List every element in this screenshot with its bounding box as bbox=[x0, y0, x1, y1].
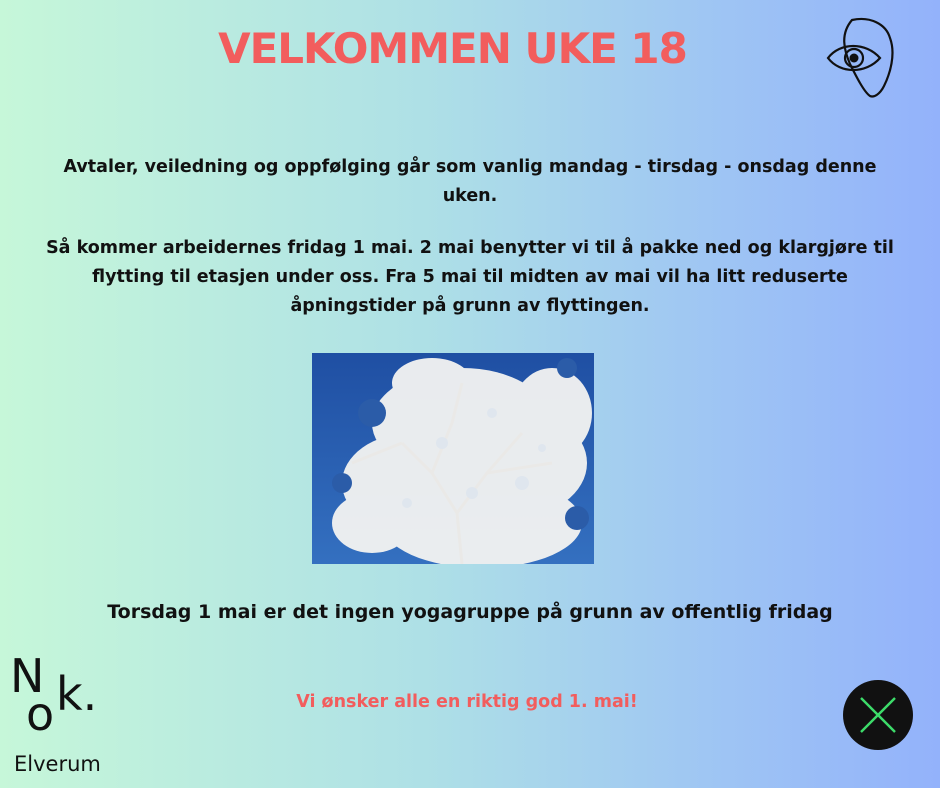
moving-paragraph: Så kommer arbeidernes fridag 1 mai. 2 mai benytter vi til å pakke ned og klargjøre til flytting til etasjen under oss. Fra 5 mai til midten av mai vil ha litt reduserte åpningstider på grunn av flyttingen. bbox=[46, 238, 894, 316]
nok-logo: N o k. bbox=[10, 649, 98, 741]
logo-location: Elverum bbox=[14, 752, 101, 776]
intro-paragraph: Avtaler, veiledning og oppfølging går som vanlig mandag - tirsdag - onsdag denne uken. bbox=[63, 157, 877, 206]
page-title: VELKOMMEN UKE 18 bbox=[218, 24, 687, 73]
cherry-blossom-photo bbox=[312, 353, 594, 564]
closing-greeting: Vi ønsker alle en riktig god 1. mai! bbox=[296, 692, 638, 712]
eye-heart-icon bbox=[826, 16, 902, 100]
close-button[interactable] bbox=[843, 680, 913, 750]
close-x-icon bbox=[843, 680, 913, 750]
yoga-notice: Torsdag 1 mai er det ingen yogagruppe på grunn av offentlig fridag bbox=[107, 601, 833, 623]
